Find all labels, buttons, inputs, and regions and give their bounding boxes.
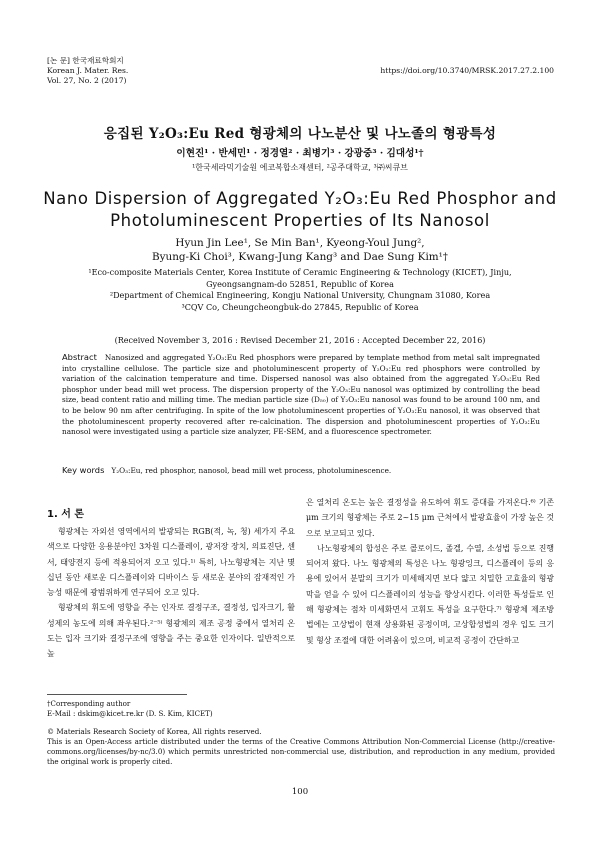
english-authors-line1: Hyun Jin Lee¹, Se Min Ban¹, Kyeong-Youl Jung², [175, 237, 425, 249]
abstract-label: Abstract [62, 352, 97, 362]
english-title [0, 188, 600, 232]
copyright-notice: © Materials Research Society of Korea, All rights reserved. [47, 727, 262, 736]
english-title-line1: Nano Dispersion of Aggregated Y₂O₃:Eu Red Phosphor and [43, 189, 557, 208]
left-column [47, 524, 295, 662]
abstract-text: Nanosized and aggregated Y₂O₃:Eu Red phosphors were prepared by template method from metal salt impregnated into crystalline cellulose. The particle size and photoluminescent property of Y₂O₃:Eu red phosphors were controlled by variation of the calcination temperature and time. Dispersed nanosol was also obtained from the aggregated Y₂O₃:Eu Red phosphor under bead mill wet process. The dispersion property of the Y₂O₃:Eu nanosol was optimized by controlling the bead size, bead content ratio and milling time. The median particle size (D₅₀) of Y₂O₃:Eu nanosol was found to be around 100 nm, and to be below 90 nm after centrifuging. In spite of the low photoluminescent properties of Y₂O₃:Eu nanosol, it was observed that the photoluminescent property recovered after re-calcination. The dispersion and photoluminescent properties of Y₂O₃:Eu nanosol were investigated using a particle size analyzer, FE-SEM, and a fluorescence spectrometer. [62, 353, 540, 437]
keywords [62, 465, 540, 475]
english-authors-line2: Byung-Ki Choi³, Kwang-Jung Kang³ and Dae Sung Kim¹† [152, 251, 448, 263]
footnote [47, 699, 555, 767]
left-paragraph-2: 형광체의 휘도에 영향을 주는 인자로 결정구조, 결정성, 입자크기, 활성제의 농도에 의해 좌우된다.²⁻⁵⁾ 형광체의 제조 공정 중에서 열처리 온도는 입자 크기와 결정구조에 영향을 주는 중요한 인자이다. 일반적으로 높 [47, 603, 295, 659]
korean-title: 응집된 Y₂O₃:Eu Red 형광체의 나노분산 및 나노졸의 형광특성 [103, 126, 497, 142]
english-authors [0, 236, 600, 264]
abstract [62, 352, 540, 438]
journal-volume: Vol. 27, No. 2 (2017) [47, 76, 127, 85]
korean-authors: 이현진¹ · 반세민¹ · 정경열² · 최병기³ · 강광중³ · 김대성¹† [176, 148, 424, 159]
english-affiliations [0, 267, 600, 313]
section-heading: 1. 서 론 [47, 509, 85, 520]
keywords-label: Key words [62, 465, 105, 475]
keywords-text: Y₂O₃:Eu, red phosphor, nanosol, bead mill wet process, photoluminescence. [111, 466, 392, 475]
affiliation-line1: ¹Eco-composite Materials Center, Korea Institute of Ceramic Engineering & Technology (KICET), Jinju, [88, 267, 512, 277]
english-title-line2: Photoluminescent Properties of Its Nanosol [110, 211, 490, 230]
affiliation-line4: ³CQV Co, Cheungcheongbuk-do 27845, Republic of Korea [181, 301, 419, 312]
page-number: 100 [291, 787, 309, 797]
author-email[interactable]: E-Mail : dskim@kicet.re.kr (D. S. Kim, KICET) [47, 709, 213, 718]
right-paragraph-1: 은 열처리 온도는 높은 결정성을 유도하여 휘도 증대를 가져온다.⁶⁾ 기존 μm 크기의 형광체는 주로 2~15 μm 근처에서 발광효율이 가장 높은 것으로 보고되고 있다. [306, 498, 554, 538]
doi-link[interactable]: https://doi.org/10.3740/MRSK.2017.27.2.100 [380, 66, 554, 75]
corresponding-author: †Corresponding author [47, 699, 131, 708]
journal-name-korean: [논 문] 한국재료학회지 [47, 56, 124, 65]
affiliation-line3: ²Department of Chemical Engineering, Kongju National University, Chungnam 31080, Korea [109, 290, 491, 300]
right-column [306, 495, 554, 648]
journal-header [47, 56, 128, 86]
journal-name-english: Korean J. Mater. Res. [47, 66, 129, 75]
footnote-rule [47, 694, 187, 695]
received-dates: (Received November 3, 2016 : Revised December 21, 2016 : Accepted December 22, 2016) [114, 336, 486, 345]
korean-affiliations: ¹한국세라믹기술원 에코복합소재센터, ²공주대학교, ³㈜씨큐브 [192, 163, 408, 172]
left-paragraph-1: 형광체는 자외선 영역에서의 발광되는 RGB(적, 녹, 청) 세가지 주요색으로 다양한 응용분야인 3차원 디스플레이, 광저장 장치, 의료진단, 센서, 태양전지 등에 적용되어져 오고 있다.¹⁾ 특히, 나노형광체는 지난 몇 십년 동안 새로운 디스플레이와 디바이스 등 새로운 분야의 잠재적인 가능성 때문에 광범위하게 연구되어 오고 있다. [47, 527, 295, 598]
right-paragraph-2: 나노형광체의 합성은 주로 콜로이드, 졸겔, 수열, 소성법 등으로 진행되어져 왔다. 나노 형광체의 특성은 나노 형광잉크, 디스플레이 등의 응용에 있어서 분말의 크기가 미세해지면 보다 얇고 치밀한 고효율의 형광막을 얻을 수 있어 디스플레이의 성능을 향상시킨다. 이러한 특성들로 인해 형광체는 점차 미세화면서 고휘도 특성을 요구한다.⁷⁾ 형광체 제조방법에는 고상법이 현재 상용화된 공정이며, 고상합성법의 경우 입도 크기 및 형상 조절에 대한 어려움이 있으며, 비교적 공정이 간단하고 [306, 543, 554, 645]
affiliation-line2: Gyeongsangnam-do 52851, Republic of Korea [206, 278, 394, 289]
license-text: This is an Open-Access article distributed under the terms of the Creative Commons Attribution Non-Commercial License (http://creative-commons.org/licenses/by-nc/3.0) which permits unrestricted non-commercial use, distribution, and reproduction in any medium, provided the original work is properly cited. [47, 737, 555, 766]
